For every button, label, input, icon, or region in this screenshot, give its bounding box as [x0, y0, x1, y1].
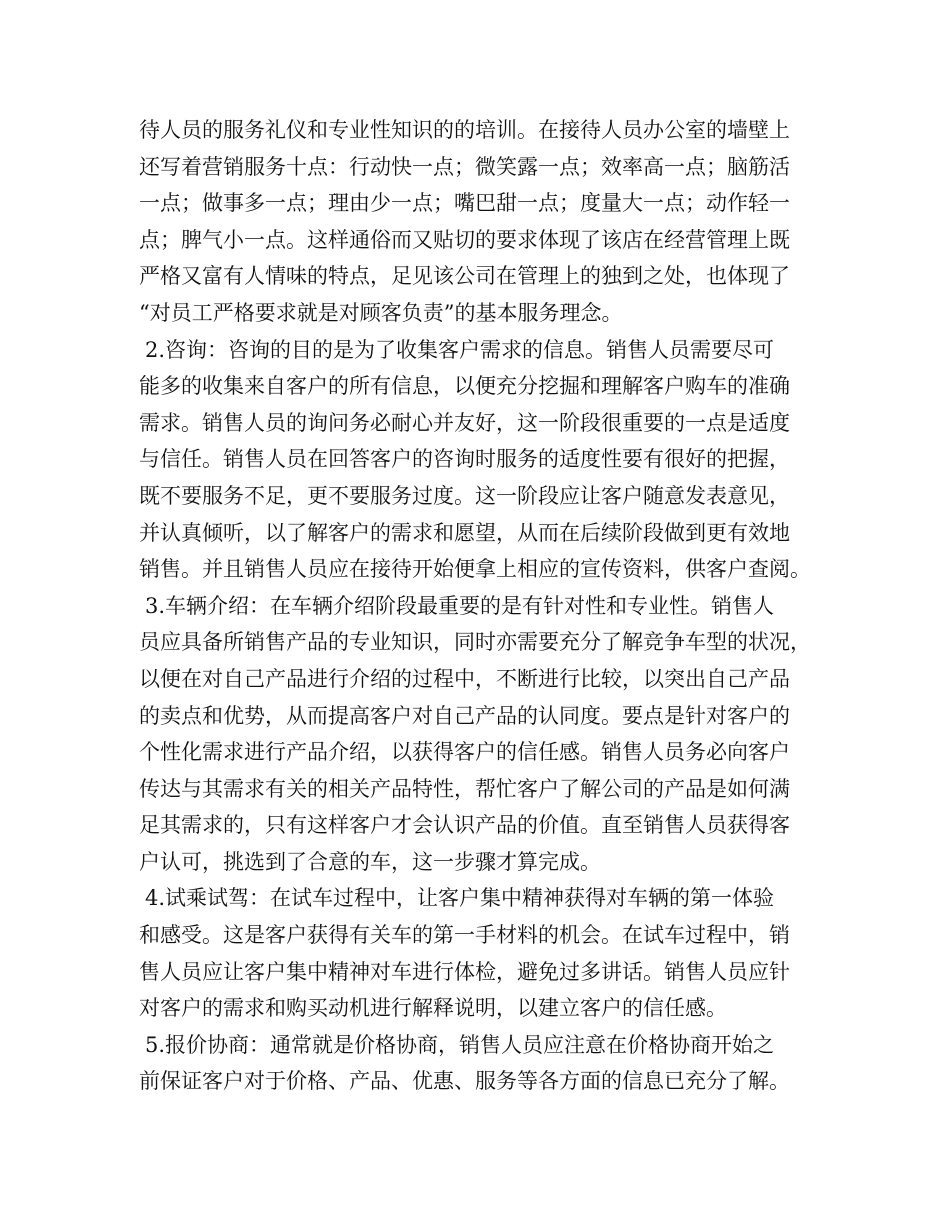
text-line: 销售。并且销售人员应在接待开始便拿上相应的宣传资料，供客户查阅。	[139, 557, 811, 582]
text-line: 个性化需求进行产品介绍，以获得客户的信任感。销售人员务必向客户	[139, 740, 790, 765]
text-line: 严格又富有人情味的特点，足见该公司在管理上的独到之处，也体现了	[139, 264, 790, 289]
text-line: 员应具备所销售产品的专业知识，同时亦需要充分了解竞争车型的状况，	[139, 630, 811, 655]
text-line: 还写着营销服务十点：行动快一点；微笑露一点；效率高一点；脑筋活	[139, 154, 790, 179]
section-5-heading-line: 5.报价协商：通常就是价格协商，销售人员应注意在价格协商开始之	[145, 1032, 775, 1057]
section-3-heading-line: 3.车辆介绍：在车辆介绍阶段最重要的是有针对性和专业性。销售人	[145, 593, 775, 618]
text-line: 需求。销售人员的询问务必耐心并友好，这一阶段很重要的一点是适度	[139, 410, 790, 435]
text-line: 的卖点和优势，从而提高客户对自己产品的认同度。要点是针对客户的	[139, 703, 790, 728]
text-line: 和感受。这是客户获得有关车的第一手材料的机会。在试车过程中，销	[139, 923, 790, 948]
text-line: 对客户的需求和购买动机进行解释说明，以建立客户的信任感。	[139, 996, 727, 1021]
text-line: 与信任。销售人员在回答客户的咨询时服务的适度性要有很好的把握，	[139, 447, 790, 472]
text-line: “对员工严格要求就是对顾客负责”的基本服务理念。	[139, 300, 623, 325]
section-4-heading-line: 4.试乘试驾：在试车过程中，让客户集中精神获得对车辆的第一体验	[145, 886, 775, 911]
text-line: 待人员的服务礼仪和专业性知识的的培训。在接待人员办公室的墙壁上	[139, 118, 790, 142]
text-line: 售人员应让客户集中精神对车进行体检，避免过多讲话。销售人员应针	[139, 959, 790, 984]
text-line: 前保证客户对于价格、产品、优惠、服务等各方面的信息已充分了解。	[139, 1069, 790, 1094]
text-line: 并认真倾听，以了解客户的需求和愿望，从而在后续阶段做到更有效地	[139, 520, 790, 545]
section-2-heading-line: 2.咨询：咨询的目的是为了收集客户需求的信息。销售人员需要尽可	[145, 337, 775, 362]
text-line: 既不要服务不足，更不要服务过度。这一阶段应让客户随意发表意见，	[139, 483, 790, 508]
text-line: 足其需求的，只有这样客户才会认识产品的价值。直至销售人员获得客	[139, 813, 790, 838]
text-line: 户认可，挑选到了合意的车，这一步骤才算完成。	[139, 849, 601, 874]
text-line: 点；脾气小一点。这样通俗而又贴切的要求体现了该店在经营管理上既	[139, 227, 790, 252]
document-body	[139, 112, 819, 1100]
text-line: 以便在对自己产品进行介绍的过程中，不断进行比较，以突出自己产品	[139, 666, 790, 691]
text-line: 一点；做事多一点；理由少一点；嘴巴甜一点；度量大一点；动作轻一	[139, 191, 790, 216]
text-line: 传达与其需求有关的相关产品特性，帮忙客户了解公司的产品是如何满	[139, 776, 790, 801]
text-line: 能多的收集来自客户的所有信息，以便充分挖掘和理解客户购车的准确	[139, 374, 790, 399]
